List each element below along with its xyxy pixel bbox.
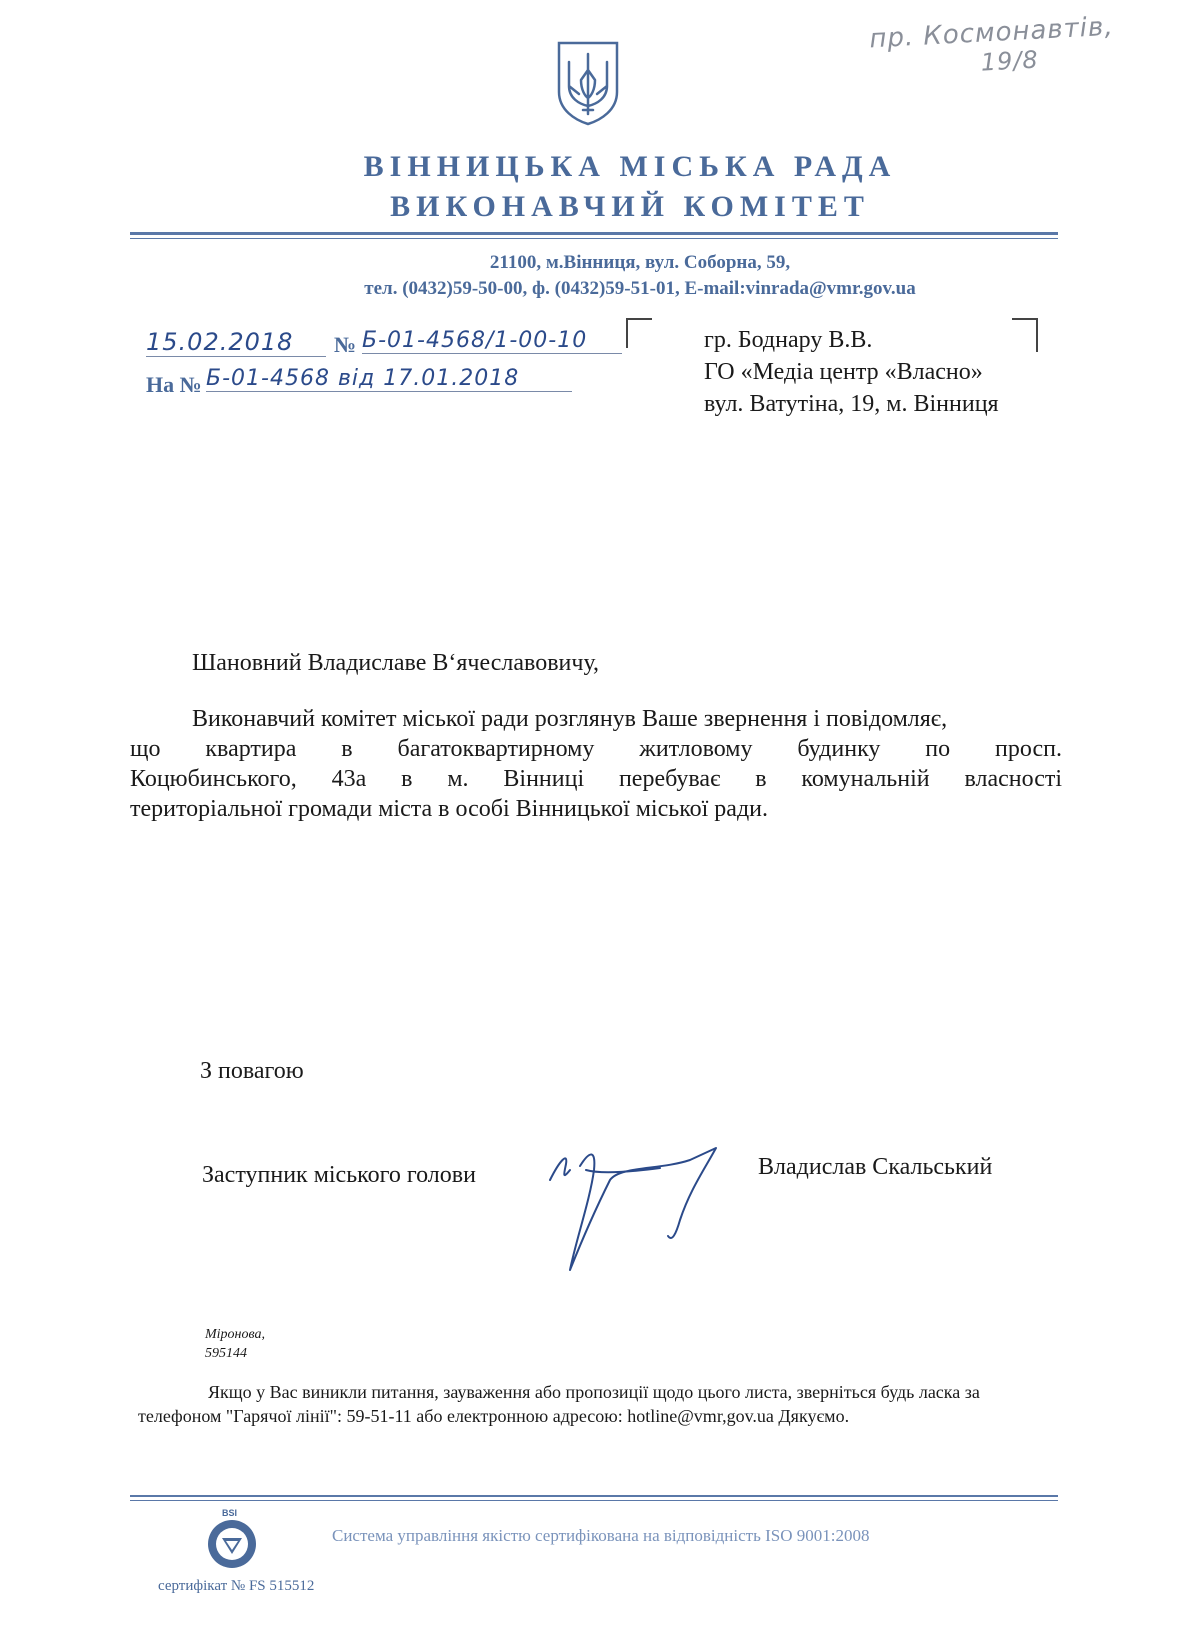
footer-rule-top	[130, 1495, 1058, 1497]
org-contacts: тел. (0432)59-50-00, ф. (0432)59-51-01, E-mail:vinrada@vmr.gov.ua	[364, 278, 916, 299]
registration-number-label: №	[334, 332, 357, 357]
body-line-4: територіальної громади міста в особі Вінницької міської ради.	[130, 796, 769, 822]
recipient-organization: ГО «Медіа центр «Власно»	[704, 359, 983, 385]
handwritten-note-line2: 19/8	[980, 45, 1040, 77]
executor-block	[205, 1325, 265, 1363]
reply-label: На №	[146, 372, 202, 397]
body-line-3: Коцюбинського, 43а в м. Вінниці перебуває в комунальній власності	[130, 766, 1062, 792]
registration-number: Б-01-4568/1-00-10	[362, 328, 588, 353]
hotline-line-2: телефоном "Гарячої лінії": 59-51-11 або електронною адресою: hotline@vmr,gov.ua Дякуємо.	[138, 1406, 850, 1426]
reply-ref-line	[206, 366, 572, 392]
registration-number-line	[362, 328, 622, 354]
header-rule-bottom	[130, 238, 1058, 239]
footer-rule-bottom	[130, 1500, 1058, 1501]
header-rule-top	[130, 232, 1058, 235]
hotline-line-1: Якщо у Вас виникли питання, зауваження або пропозиції щодо цього листа, зверніться будь ласка за	[208, 1382, 980, 1402]
signer-title: Заступник міського голови	[202, 1162, 476, 1188]
closing: З повагою	[200, 1058, 304, 1084]
signature	[540, 1130, 740, 1285]
letter-body	[130, 704, 1062, 824]
recipient-address: вул. Ватутіна, 19, м. Вінниця	[704, 391, 999, 417]
recipient-block	[704, 324, 999, 420]
org-body: ВИКОНАВЧИЙ КОМІТЕТ	[390, 190, 870, 223]
handwritten-address-note	[869, 12, 1116, 83]
org-name: ВІННИЦЬКА МІСЬКА РАДА	[363, 150, 897, 183]
org-address: 21100, м.Вінниця, вул. Соборна, 59,	[489, 252, 791, 273]
registration-date: 15.02.2018	[146, 328, 294, 356]
recipient-corner-mark	[1012, 318, 1038, 352]
coat-of-arms-icon	[555, 40, 621, 126]
bsi-label: BSI	[222, 1508, 238, 1518]
hotline-note	[138, 1380, 1078, 1428]
bsi-logo-icon	[200, 1508, 264, 1572]
certificate-number: сертифікат № FS 515512	[158, 1578, 315, 1594]
greeting: Шановний Владиславе В‘ячеславовичу,	[192, 650, 600, 676]
reply-ref: Б-01-4568 від 17.01.2018	[206, 366, 520, 391]
registration-date-line	[146, 328, 326, 357]
registration-corner-mark	[626, 318, 652, 348]
recipient-name: гр. Боднару В.В.	[704, 327, 873, 353]
executor-name: Міронова,	[205, 1327, 265, 1342]
executor-phone: 595144	[205, 1346, 247, 1361]
body-line-2: що квартира в багатоквартирному житловому будинку по просп.	[130, 736, 1062, 762]
signer-name: Владислав Скальський	[758, 1154, 993, 1180]
iso-statement: Система управління якістю сертифікована на відповідність ISO 9001:2008	[332, 1526, 870, 1545]
handwritten-note-line1: пр. Космонавтів,	[868, 11, 1115, 55]
body-line-1: Виконавчий комітет міської ради розглянув Ваше звернення і повідомляє,	[192, 706, 948, 732]
